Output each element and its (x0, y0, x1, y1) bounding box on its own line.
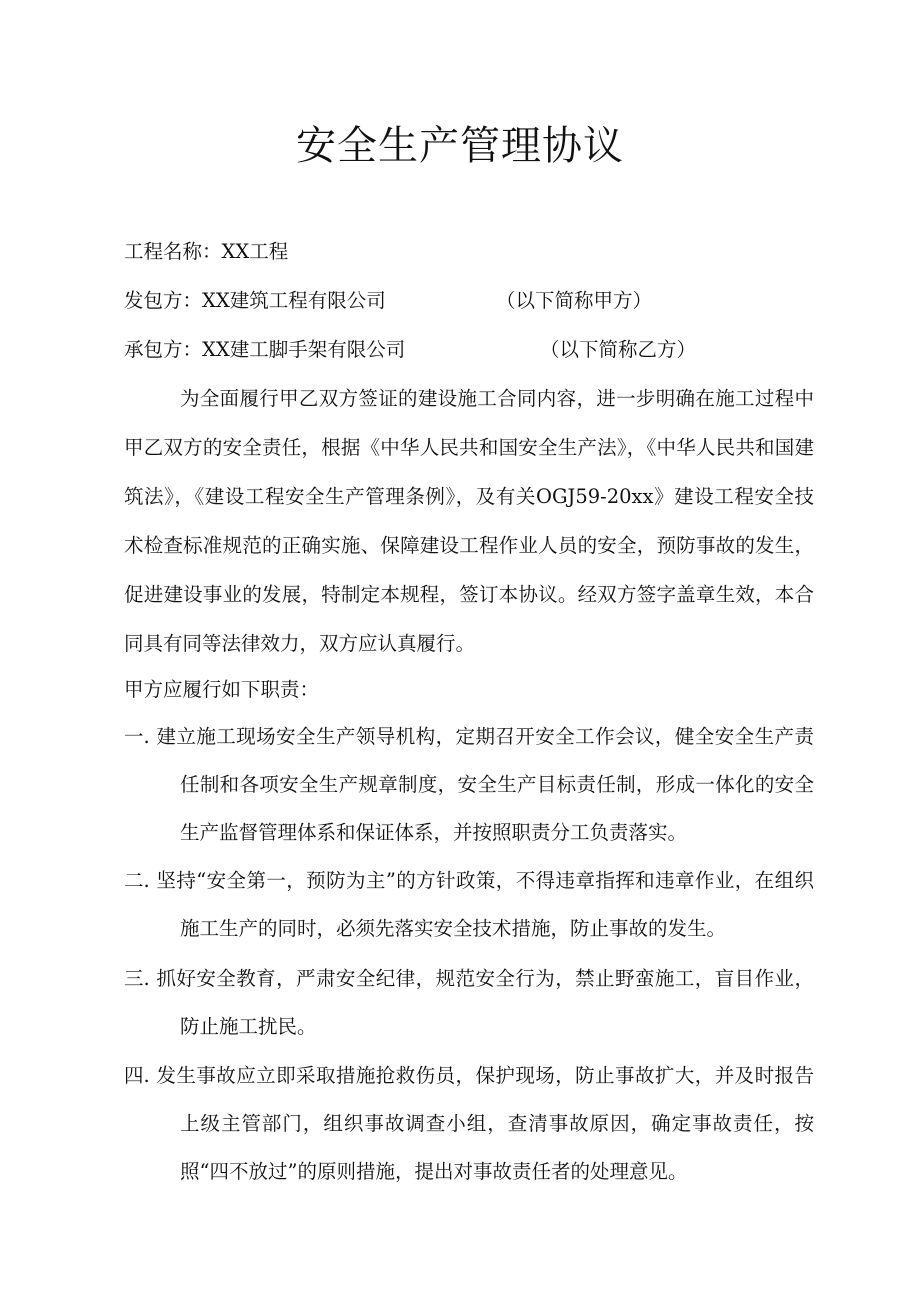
duties-heading: 甲方应履行如下职责： (124, 678, 320, 701)
party-b-note: （以下简称乙方） (540, 338, 697, 361)
party-a-label: 发包方：XX建筑工程有限公司 (124, 289, 386, 312)
duty-item (124, 857, 814, 953)
duty-item-text: 发生事故应立即采取措施抢救伤员，保护现场，防止事故扩大，并及时报告上级主管部门，组织事故调查小组，查清事故原因，确定事故责任，按照“四不放过”的原则措施，提出对事故责任者的处理意见。 (156, 1064, 814, 1183)
duty-item-number: 二. (124, 869, 150, 892)
document-title: 安全生产管理协议 (296, 123, 624, 169)
duty-item-text: 建立施工现场安全生产领导机构，定期召开安全工作会议，健全安全生产责任制和各项安全生产规章制度，安全生产目标责任制，形成一体化的安全生产监督管理体系和保证体系，并按照职责分工负责落实。 (156, 725, 814, 844)
project-label: 工程名称：XX工程 (124, 240, 289, 263)
duty-item-text: 坚持“安全第一，预防为主”的方针政策，不得违章指挥和违章作业，在组织施工生产的同时，必须先落实安全技术措施，防止事故的发生。 (156, 869, 814, 940)
intro-paragraph: 为全面履行甲乙双方签证的建设施工合同内容，进一步明确在施工过程中甲乙双方的安全责任，根据《中华人民共和国安全生产法》，《中华人民共和国建筑法》，《建设工程安全生产管理条例》，及有关OGJ59-20xx》建设工程安全技术检查标准规范的正确实施、保障建设工程作业人员的安全，预防事故的发生，促进建设事业的发展，特制定本规程，签订本协议。经双方签字盖章生效，本合同具有同等法律效力，双方应认真履行。 (124, 387, 814, 655)
duty-item-text: 抓好安全教育，严肃安全纪律，规范安全行为，禁止野蛮施工，盲目作业，防止施工扰民。 (156, 967, 814, 1038)
duty-item-number: 四. (124, 1064, 150, 1087)
duty-item (124, 1052, 814, 1196)
party-a-note: （以下简称甲方） (496, 289, 653, 312)
party-b-label: 承包方：XX建工脚手架有限公司 (124, 338, 406, 361)
duty-item (124, 955, 814, 1051)
duty-item (124, 713, 814, 857)
duty-item-number: 三. (124, 967, 150, 990)
duty-item-number: 一. (124, 725, 150, 748)
